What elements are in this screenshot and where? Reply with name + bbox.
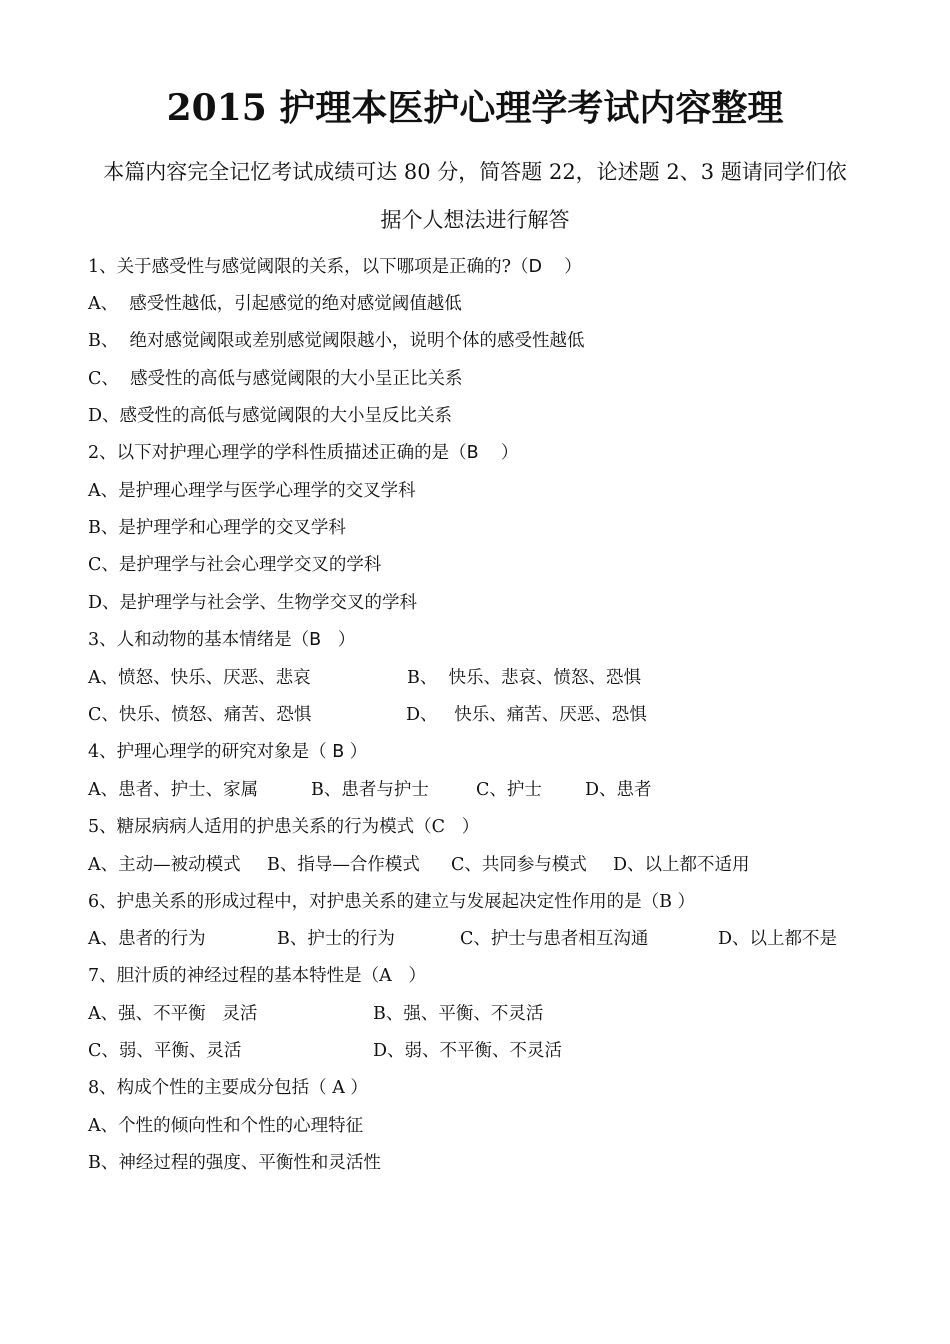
question-5: 5、糖尿病病人适用的护患关系的行为模式（C ） bbox=[88, 817, 480, 837]
question-text: 2、以下对护理心理学的学科性质描述正确的是（ bbox=[88, 443, 467, 463]
question-text-end: ） bbox=[542, 257, 582, 277]
option-d: D、是护理学与社会学、生物学交叉的学科 bbox=[88, 593, 418, 613]
option-c: C、护士 bbox=[476, 780, 542, 800]
option-a: A、 感受性越低，引起感觉的绝对感觉阈值越低 bbox=[88, 294, 462, 314]
question-text: 4、护理心理学的研究对象是（ bbox=[88, 742, 333, 762]
option-a: A、是护理心理学与医学心理学的交叉学科 bbox=[88, 481, 416, 501]
option-c: C、弱、平衡、灵活 bbox=[88, 1041, 242, 1061]
option-b: B、指导—合作模式 bbox=[267, 855, 420, 875]
option-a: A、强、不平衡 灵活 bbox=[88, 1004, 258, 1024]
option-d: D、以上都不适用 bbox=[613, 855, 750, 875]
document-subtitle: 本篇内容完全记忆考试成绩可达 80 分，简答题 22，论述题 2、3 题请同学们依 bbox=[103, 160, 847, 184]
option-c: C、护士与患者相互沟通 bbox=[460, 929, 649, 949]
option-c: C、快乐、愤怒、痛苦、恐惧 bbox=[88, 705, 312, 725]
question-8: 8、构成个性的主要成分包括（ A ） bbox=[88, 1078, 368, 1098]
option-a: A、主动—被动模式 bbox=[88, 855, 241, 875]
answer: B bbox=[466, 443, 479, 463]
option-b: B、 快乐、悲哀、愤怒、恐惧 bbox=[407, 668, 641, 688]
option-c: C、是护理学与社会心理学交叉的学科 bbox=[88, 555, 382, 575]
question-text-end: ） bbox=[478, 443, 519, 463]
option-d: D、感受性的高低与感觉阈限的大小呈反比关系 bbox=[88, 406, 453, 426]
document-subtitle-continued: 据个人想法进行解答 bbox=[380, 208, 570, 232]
question-text-end: ） bbox=[344, 742, 368, 762]
question-6: 6、护患关系的形成过程中，对护患关系的建立与发展起决定性作用的是（B ） bbox=[88, 892, 696, 912]
question-7: 7、胆汁质的神经过程的基本特性是（A ） bbox=[88, 966, 426, 986]
option-b: B、神经过程的强度、平衡性和灵活性 bbox=[88, 1153, 381, 1173]
option-a: A、患者的行为 bbox=[88, 929, 206, 949]
option-b: B、护士的行为 bbox=[277, 929, 395, 949]
option-a: A、患者、护士、家属 bbox=[88, 780, 259, 800]
option-c: C、 感受性的高低与感觉阈限的大小呈正比关系 bbox=[88, 369, 463, 389]
option-a: A、愤怒、快乐、厌恶、悲哀 bbox=[88, 668, 311, 688]
option-d: D、患者 bbox=[585, 780, 652, 800]
option-c: C、共同参与模式 bbox=[451, 855, 587, 875]
question-text-end: ） bbox=[321, 630, 356, 650]
option-d: D、 快乐、痛苦、厌恶、恐惧 bbox=[406, 705, 647, 725]
answer: B bbox=[309, 630, 322, 650]
option-d: D、以上都不是 bbox=[718, 929, 838, 949]
option-a: A、个性的倾向性和个性的心理特征 bbox=[88, 1116, 364, 1136]
option-b: B、强、平衡、不灵活 bbox=[373, 1004, 544, 1024]
question-2 bbox=[88, 441, 518, 465]
question-text: 1、关于感受性与感觉阈限的关系，以下哪项是正确的?（ bbox=[88, 257, 529, 277]
option-b: B、是护理学和心理学的交叉学科 bbox=[88, 518, 346, 538]
question-text: 3、人和动物的基本情绪是（ bbox=[88, 630, 310, 650]
answer: D bbox=[528, 257, 542, 277]
answer: B bbox=[332, 742, 345, 762]
document-title: 2015 护理本医护心理学考试内容整理 bbox=[166, 87, 784, 129]
option-d: D、弱、不平衡、不灵活 bbox=[373, 1041, 563, 1061]
option-b: B、 绝对感觉阈限或差别感觉阈限越小，说明个体的感受性越低 bbox=[88, 331, 585, 351]
question-4 bbox=[88, 740, 367, 764]
question-1 bbox=[88, 255, 582, 279]
option-b: B、患者与护士 bbox=[311, 780, 429, 800]
question-3 bbox=[88, 628, 355, 652]
